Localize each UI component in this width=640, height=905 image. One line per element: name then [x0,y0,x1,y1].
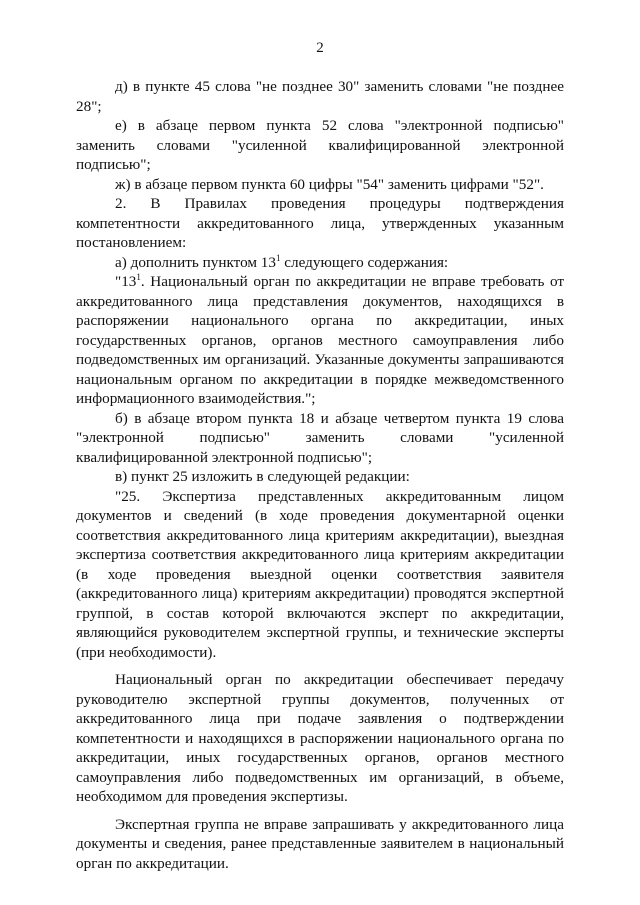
paragraph-a [76,253,564,273]
paragraph-d: д) в пункте 45 слова "не позднее 30" заменить словами "не позднее 28"; [76,78,564,115]
document-body [76,77,564,873]
paragraph-expert-group: Экспертная группа не вправе запрашивать у аккредитованного лица документы и сведения, ранее представленные заявителем в национальный орган по аккредитации. [76,815,564,872]
paragraph-b: б) в абзаце втором пункта 18 и абзаце четвертом пункта 19 слова "электронной подписью" заменить словами "усиленной квалифицированной электронной подписью"; [76,409,564,466]
paragraph-zh: ж) в абзаце первом пункта 60 цифры "54" заменить цифрами "52". [115,175,544,193]
paragraph-a-text-before: а) дополнить пунктом 13 [115,253,276,271]
paragraph-v: в) пункт 25 изложить в следующей редакции: [115,468,410,485]
paragraph-e: е) в абзаце первом пункта 52 слова "электронной подписью" заменить словами "усиленной квалифицированной электронной подписью"; [76,117,564,173]
paragraph-13-1-text-after: . Национальный орган по аккредитации не вправе требовать от аккредитованного лица представления документов, находящихся в распоряжении национального органа по аккредитации, иных государственных органов, органов местного самоуправления либо подведомственных им организаций. Указанные документы запрашиваются национальным органом по аккредитации в порядке межведомственного информационного взаимодействия."; [76,273,564,407]
page-number: 2 [316,40,324,56]
paragraph-national-body: Национальный орган по аккредитации обеспечивает передачу руководителю экспертной группы документов, полученных от аккредитованного лица при подаче заявления о подтверждении компетентности и находящихся в распоряжении национального органа по аккредитации, иных государственных органов, органов местного самоуправления либо подведомственных им организаций, в объеме, необходимом для проведения экспертизы. [76,671,564,805]
paragraph-a-text-after: следующего содержания: [280,253,449,271]
superscript-1: 1 [136,272,141,282]
paragraph-2-rules: 2. В Правилах проведения процедуры подтверждения компетентности аккредитованного лица, утвержденных указанным постановлением: [76,195,564,251]
paragraph-13-1-text-before: "13 [115,273,137,290]
paragraph-13-1 [76,272,564,409]
paragraph-25: "25. Экспертиза представленных аккредитованным лицом документов и сведений (в ходе проведения документарной оценки соответствия аккредитованного лица критериям аккредитации), выездная экспертиза соответствия аккредитованного лица критериям аккредитации (в ходе проведения выездной оценки соответствия заявителя (аккредитованного лица) критериям аккредитации) проводятся экспертной группой, в состав которой включаются эксперт по аккредитации, являющийся руководителем экспертной группы, и технические эксперты (при необходимости). [76,487,564,661]
superscript-1: 1 [276,252,281,263]
